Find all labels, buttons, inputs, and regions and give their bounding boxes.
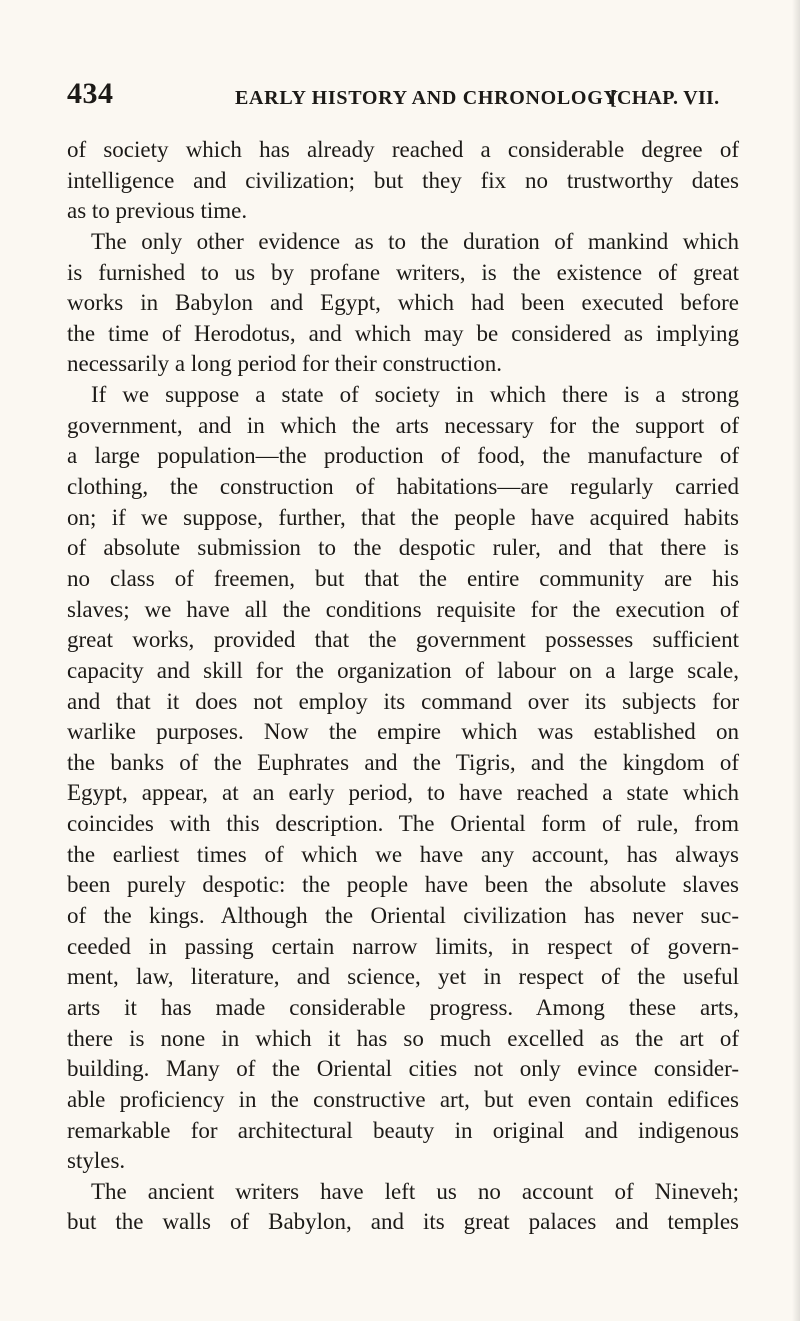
text-line: been purely despotic: the people have been the absolute slaves	[67, 872, 739, 898]
text-line: coincides with this description. The Oriental form of rule, from	[67, 811, 739, 837]
page-edge-shadow	[792, 0, 800, 1321]
text-line: the earliest times of which we have any account, has always	[67, 841, 739, 867]
text-line: of absolute submission to the despotic ruler, and that there is	[67, 535, 739, 561]
text-line: of the kings. Although the Oriental civilization has never suc-	[67, 903, 739, 929]
text-line: building. Many of the Oriental cities not only evince consider-	[67, 1056, 739, 1082]
text-line: is furnished to us by profane writers, is the existence of great	[67, 259, 739, 285]
text-line: the time of Herodotus, and which may be considered as implying	[67, 320, 739, 346]
text-line: able proficiency in the constructive art, but even contain edifices	[67, 1086, 739, 1112]
text-line: necessarily a long period for their construction.	[67, 351, 502, 377]
text-line: The only other evidence as to the duration of mankind which	[91, 228, 739, 254]
text-line: arts it has made considerable progress. Among these arts,	[67, 994, 739, 1020]
running-head: EARLY HISTORY AND CHRONOLOGY	[235, 87, 619, 109]
text-line: of society which has already reached a considerable degree of	[67, 137, 739, 162]
text-line: intelligence and civilization; but they fix no trustworthy dates	[67, 167, 739, 193]
text-line: on; if we suppose, further, that the people have acquired habits	[67, 504, 739, 530]
text-line: ment, law, literature, and science, yet in respect of the useful	[67, 964, 739, 990]
text-line: as to previous time.	[67, 198, 248, 224]
text-line: and that it does not employ its command over its subjects for	[67, 688, 739, 714]
text-line: clothing, the construction of habitations—are regularly carried	[67, 474, 739, 500]
text-line: Egypt, appear, at an early period, to have reached a state which	[67, 780, 739, 806]
text-line: great works, provided that the government possesses sufficient	[67, 627, 739, 653]
text-line: but the walls of Babylon, and its great palaces and temples	[67, 1209, 739, 1235]
text-line: slaves; we have all the conditions requisite for the execution of	[67, 596, 739, 622]
page-number: 434	[67, 77, 114, 110]
text-line: If we suppose a state of society in which there is a strong	[91, 382, 739, 408]
text-line: ceeded in passing certain narrow limits, in respect of govern-	[67, 933, 739, 959]
page-header	[67, 77, 747, 117]
text-line: works in Babylon and Egypt, which had been executed before	[67, 290, 739, 316]
text-line: capacity and skill for the organization of labour on a large scale,	[67, 657, 739, 683]
text-line: there is none in which it has so much excelled as the art of	[67, 1025, 739, 1051]
text-line: The ancient writers have left us no account of Nineveh;	[91, 1178, 739, 1204]
text-line: no class of freemen, but that the entire community are his	[67, 565, 739, 591]
text-line: styles.	[67, 1148, 126, 1174]
text-line: the banks of the Euphrates and the Tigris, and the kingdom of	[67, 749, 739, 775]
text-line: a large population—the production of food, the manufacture of	[67, 443, 739, 469]
body-text	[67, 135, 739, 1238]
text-line: government, and in which the arts necessary for the support of	[67, 412, 739, 438]
text-line: remarkable for architectural beauty in original and indigenous	[67, 1117, 739, 1143]
text-line: warlike purposes. Now the empire which was established on	[67, 719, 739, 745]
chapter-reference: [CHAP. VII.	[610, 87, 720, 109]
